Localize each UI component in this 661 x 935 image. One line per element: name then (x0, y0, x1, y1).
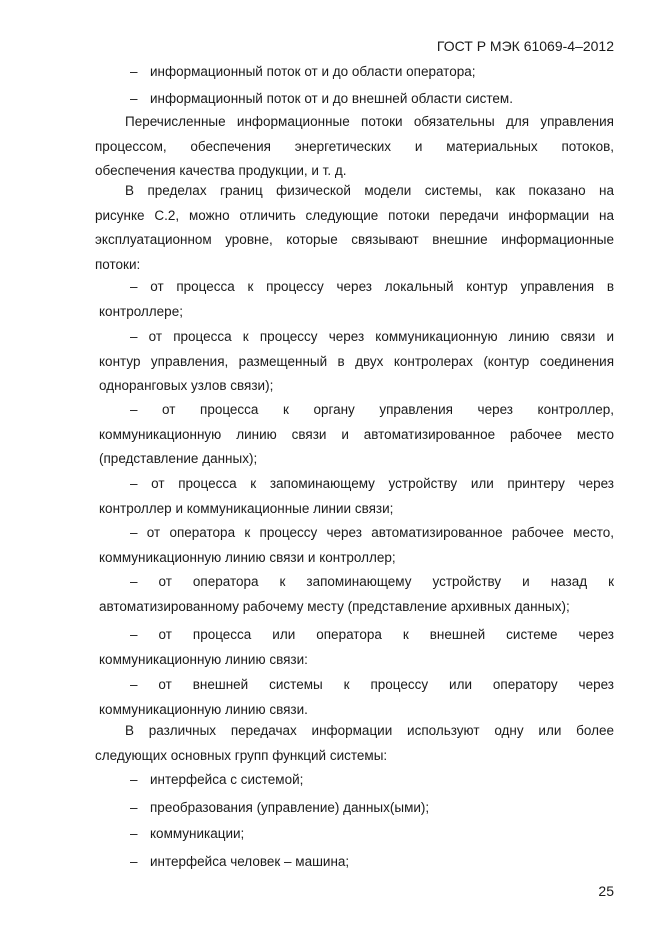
paragraph (95, 719, 614, 768)
list-item (99, 398, 614, 472)
list-item (99, 623, 614, 672)
text-line: процессом, обеспечения энергетических и материальных потоков, (95, 138, 614, 154)
text-line: следующих основных групп функций системы: (95, 747, 388, 763)
text-line: коммуникационную линию связи. (99, 701, 308, 717)
text-line: – от процесса к органу управления через контроллер, (130, 402, 614, 417)
text-line: контроллер и коммуникационные линии связи; (99, 500, 394, 516)
bullet-dash: – (130, 64, 138, 79)
list-item (99, 275, 614, 324)
bullet-text: интерфейса с системой; (150, 772, 304, 787)
text-line: одноранговых узлов связи); (99, 378, 274, 393)
bullet-text: преобразования (управление) данных(ыми); (150, 800, 430, 815)
text-line: В пределах границ физической модели системы, как показано на (125, 183, 614, 198)
page-number: 25 (598, 883, 614, 899)
text-line: потоки: (95, 256, 141, 272)
text-line: коммуникационную линию связи и контроллер; (99, 549, 396, 565)
text-line: обеспечения качества продукции, и т. д. (95, 163, 347, 178)
text-line: автоматизированному рабочему месту (представление архивных данных); (99, 598, 570, 614)
text-line: – от процесса или оператора к внешней системе через (130, 627, 614, 642)
paragraph (95, 110, 614, 184)
bullet-dash: – (130, 826, 138, 841)
text-line: контроллере; (99, 303, 183, 319)
text-line: – от оператора к запоминающему устройству и назад к (130, 574, 614, 589)
list-item (99, 570, 614, 619)
bullet-dash: – (130, 91, 138, 106)
text-line: – от процесса к запоминающему устройству или принтеру через (130, 476, 614, 491)
paragraph (95, 179, 614, 277)
bullet-dash: – (130, 854, 138, 869)
text-line: эксплуатационном уровне, которые связывают внешние информационные (95, 232, 614, 247)
list-item (99, 673, 614, 722)
text-line: Перечисленные информационные потоки обязательны для управления (125, 114, 614, 129)
list-item (99, 472, 614, 521)
text-line: (представление данных); (99, 451, 258, 466)
bullet-text: информационный поток от и до области оператора; (150, 64, 476, 79)
bullet-text: коммуникации; (150, 826, 245, 841)
text-line: коммуникационную линию связи и автоматизированное рабочее место (99, 426, 614, 442)
list-item (99, 521, 614, 570)
bullet-text: интерфейса человек – машина; (150, 854, 350, 869)
text-line: коммуникационную линию связи: (99, 651, 308, 667)
text-line: рисунке С.2, можно отличить следующие потоки передачи информации на (95, 207, 614, 223)
bullet-dash: – (130, 800, 138, 815)
text-line: – от процесса к процессу через коммуникационную линию связи и (130, 329, 614, 344)
text-line: – от процесса к процессу через локальный контур управления в (130, 279, 614, 294)
document-header: ГОСТ Р МЭК 61069-4–2012 (436, 38, 614, 54)
text-line: В различных передачах информации используют одну или более (125, 723, 614, 738)
text-line: контур управления, размещенный в двух контролерах (контур соединения (99, 353, 614, 369)
list-item (99, 325, 614, 399)
text-line: – от внешней системы к процессу или оператору через (130, 677, 614, 692)
bullet-dash: – (130, 772, 138, 787)
text-line: – от оператора к процессу через автоматизированное рабочее место, (130, 525, 614, 540)
bullet-text: информационный поток от и до внешней области систем. (150, 91, 513, 106)
